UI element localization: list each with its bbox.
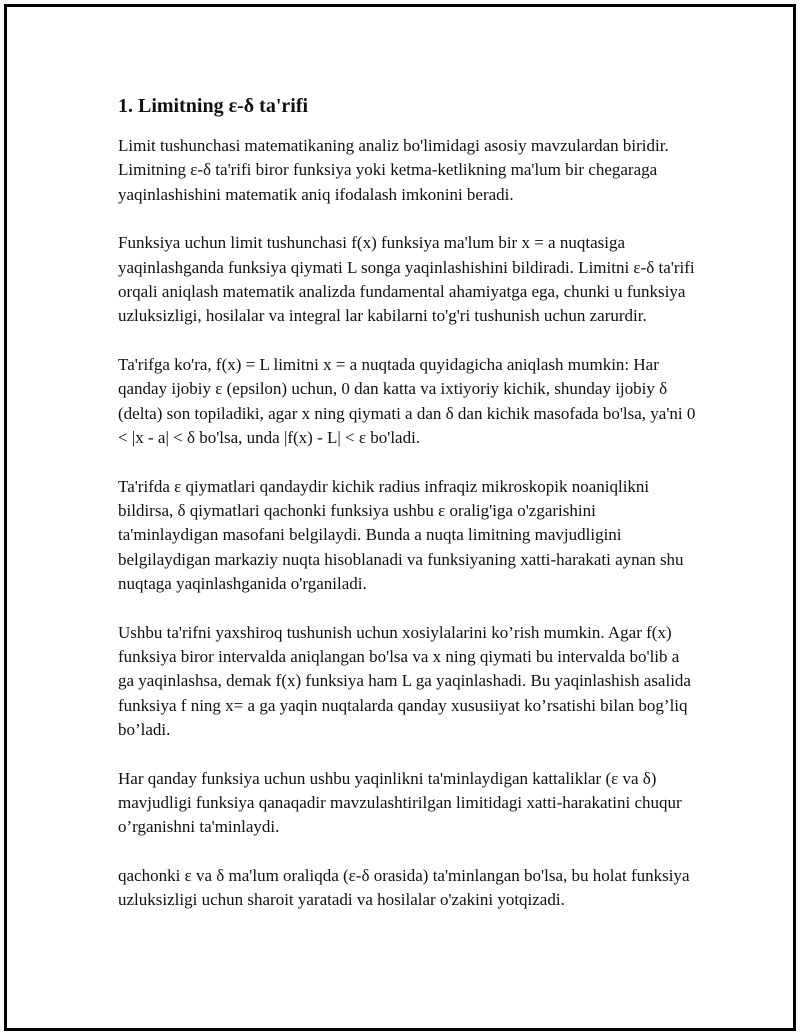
paragraph-3: Ta'rifga ko'ra, f(x) = L limitni x = a nuqtada quyidagicha aniqlash mumkin: Har qanday ijobiy ε (epsilon) uchun, 0 dan katta va ixtiyoriy kichik, shunday ijobiy δ (delta) son topiladiki, agar x ning qiymati a dan δ dan kichik masofada bo'lsa, ya'ni 0 < |x - a| < δ bo'lsa, unda |f(x) - L| < ε bo'ladi. <box>118 355 696 447</box>
paragraph-4: Ta'rifda ε qiymatlari qandaydir kichik radius infraqiz mikroskopik noaniqlikni bildirsa, δ qiymatlari qachonki funksiya ushbu ε oralig'iga o'zgarishini ta'minlaydigan masofani belgilaydi. Bunda a nuqta limitning mavjudligini belgilaydigan markaziy nuqta hisoblanadi va funksiyaning xatti-harakati aynan shu nuqtaga yaqinlashganida o'rganiladi. <box>118 476 684 593</box>
paragraph-6: Har qanday funksiya uchun ushbu yaqinlikni ta'minlaydigan kattaliklar (ε va δ) mavjudligi funksiya qanaqadir mavzulashtirilgan limitidagi xatti-harakatini chuqur o’rganishni ta'minlaydi. <box>118 768 682 837</box>
section-title: 1. Limitning ε-δ ta'rifi <box>118 95 309 117</box>
paragraph-2: Funksiya uchun limit tushunchasi f(x) funksiya ma'lum bir x = a nuqtasiga yaqinlashganda funksiya qiymati L songa yaqinlashishini bildiradi. Limitni ε-δ ta'rifi orqali aniqlash matematik analizda fundamental ahamiyatga ega, chunki u funksiya uzluksizligi, hosilalar va integral lar kabilarni to'g'ri tushunish uchun zarurdir. <box>118 233 695 326</box>
document-body <box>118 92 698 937</box>
paragraph-1: Limit tushunchasi matematikaning analiz bo'limidagi asosiy mavzulardan biridir. Limitning ε-δ ta'rifi biror funksiya yoki ketma-ketlikning ma'lum bir chegaraga yaqinlashishini matematik aniq ifodalash imkonini beradi. <box>118 136 669 204</box>
paragraph-5: Ushbu ta'rifni yaxshiroq tushunish uchun xosiylalarini ko’rish mumkin. Agar f(x) funksiya biror intervalda aniqlangan bo'lsa va x ning qiymati bu intervalda bo'lib a ga yaqinlashsa, demak f(x) funksiya ham L ga yaqinlashadi. Bu yaqinlashish asalida funksiya f ning x= a ga yaqin nuqtalarda qanday xususiiyat ko’rsatishi bilan bog’liq bo’ladi. <box>118 622 691 739</box>
paragraph-7: qachonki ε va δ ma'lum oraliqda (ε-δ orasida) ta'minlangan bo'lsa, bu holat funksiya uzluksizligi uchun sharoit yaratadi va hosilalar o'zakini yotqizadi. <box>118 866 690 910</box>
